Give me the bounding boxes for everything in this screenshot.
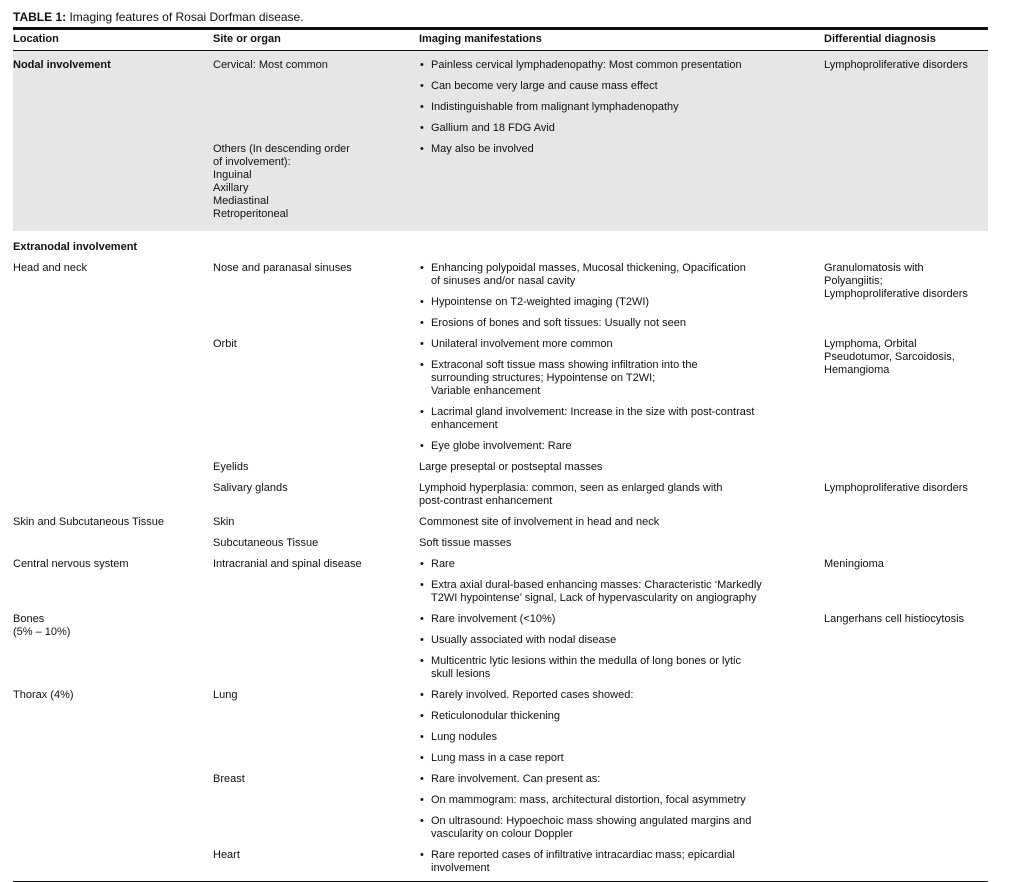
manifestations-cell [419, 689, 824, 773]
manifestation-item: • Lacrimal gland involvement: Increase in the size with post-contrast enhancement [419, 406, 824, 432]
site-cell: Subcutaneous Tissue [213, 537, 319, 549]
manifestation-item: • Usually associated with nodal disease [419, 634, 824, 647]
imaging-features-table [13, 27, 988, 882]
differential-cell [824, 516, 988, 537]
table-row [13, 537, 988, 558]
table-row [13, 849, 988, 882]
manifestation-item: • Rare involvement. Can present as: [419, 773, 824, 786]
table-row [13, 338, 988, 461]
header-site: Site or organ [213, 33, 281, 45]
location-cell [13, 537, 213, 558]
differential-cell: Meningioma [824, 558, 884, 570]
table-row [13, 461, 988, 482]
header-manifestations: Imaging manifestations [419, 33, 542, 45]
location-cell [13, 461, 213, 482]
manifestation-item: • On ultrasound: Hypoechoic mass showing angulated margins and vascularity on colour Doppler [419, 815, 824, 841]
manifestations-cell: Lymphoid hyperplasia: common, seen as enlarged glands with post-contrast enhancement [419, 482, 723, 507]
manifestation-item: • Multicentric lytic lesions within the medulla of long bones or lytic skull lesions [419, 655, 824, 681]
location-cell [13, 849, 213, 882]
caption-text: Imaging features of Rosai Dorfman disease. [66, 10, 304, 24]
site-cell: Eyelids [213, 461, 249, 473]
differential-cell: Lymphoma, Orbital Pseudotumor, Sarcoidosis, Hemangioma [824, 338, 955, 376]
location-cell: Central nervous system [13, 558, 129, 570]
manifestations-list [419, 849, 824, 875]
manifestations-cell [419, 849, 824, 882]
manifestations-cell [419, 262, 824, 338]
site-cell [213, 613, 419, 689]
location-cell [13, 143, 213, 231]
manifestations-list [419, 773, 824, 841]
caption-label: TABLE 1: [13, 10, 67, 24]
manifestation-item: • Eye globe involvement: Rare [419, 440, 824, 453]
manifestations-list [419, 689, 824, 765]
site-cell: Cervical: Most common [213, 51, 419, 144]
manifestation-item: • Unilateral involvement more common [419, 338, 824, 351]
table-row [13, 516, 988, 537]
differential-cell [824, 461, 988, 482]
location-cell: Extranodal involvement [13, 241, 138, 253]
location-cell: Head and neck [13, 262, 87, 274]
manifestation-item: • Painless cervical lymphadenopathy: Most common presentation [419, 59, 824, 72]
differential-cell: Langerhans cell histiocytosis [824, 613, 965, 625]
manifestations-cell: Soft tissue masses [419, 537, 512, 549]
location-cell [13, 338, 213, 461]
manifestations-cell [419, 338, 824, 461]
table-caption [13, 9, 988, 25]
manifestation-item: • Rare reported cases of infiltrative intracardiac mass; epicardial involvement [419, 849, 824, 875]
location-cell [13, 773, 213, 849]
table-row [13, 482, 988, 516]
manifestations-list [419, 143, 824, 156]
differential-cell [824, 849, 988, 882]
table-row [13, 231, 988, 262]
manifestation-item: • Enhancing polypoidal masses, Mucosal thickening, Opacification of sinuses and/or nasal cavity [419, 262, 824, 288]
manifestation-item: • Rare involvement (<10%) [419, 613, 824, 626]
manifestation-item: • Indistinguishable from malignant lymphadenopathy [419, 101, 824, 114]
manifestation-item: • Extraconal soft tissue mass showing infiltration into the surrounding structures; Hypointense on T2WI; Variable enhancement [419, 359, 824, 398]
site-cell: Breast [213, 773, 245, 785]
location-cell: Bones (5% – 10%) [13, 613, 71, 638]
manifestations-list [419, 59, 824, 135]
manifestations-list [419, 338, 824, 453]
site-cell: Others (In descending order of involvement): Inguinal Axillary Mediastinal Retroperitoneal [213, 143, 419, 231]
manifestations-cell: Large preseptal or postseptal masses [419, 461, 603, 473]
differential-cell [824, 689, 988, 773]
table-row [13, 558, 988, 613]
manifestation-item: • Rarely involved. Reported cases showed: [419, 689, 824, 702]
table-row [13, 613, 988, 689]
differential-cell: Lymphoproliferative disorders [824, 51, 988, 144]
header-row [13, 29, 988, 51]
manifestations-list [419, 613, 824, 681]
differential-cell: Lymphoproliferative disorders [824, 482, 968, 494]
table-body [13, 51, 988, 882]
location-cell: Skin and Subcutaneous Tissue [13, 516, 165, 528]
site-cell: Skin [213, 516, 235, 528]
location-cell: Thorax (4%) [13, 689, 74, 701]
manifestations-cell: Commonest site of involvement in head and neck [419, 516, 660, 528]
site-cell: Heart [213, 849, 240, 861]
table-row [13, 689, 988, 773]
manifestation-item: • Lung mass in a case report [419, 752, 824, 765]
manifestation-item: • Can become very large and cause mass effect [419, 80, 824, 93]
manifestations-cell [419, 51, 824, 144]
manifestations-cell [419, 613, 824, 689]
manifestation-item: • Extra axial dural-based enhancing masses: Characteristic ‘Markedly T2WI hypointense’ signal, Lack of hypervascularity on angiography [419, 579, 824, 605]
manifestations-list [419, 558, 824, 605]
differential-cell [824, 773, 988, 849]
site-cell: Orbit [213, 338, 237, 350]
manifestations-list [419, 262, 824, 330]
manifestations-cell [419, 773, 824, 849]
table-row [13, 143, 988, 231]
location-cell: Nodal involvement [13, 51, 213, 144]
site-cell: Salivary glands [213, 482, 288, 494]
manifestation-item: • Lung nodules [419, 731, 824, 744]
site-cell: Intracranial and spinal disease [213, 558, 362, 570]
manifestations-cell [419, 231, 824, 262]
site-cell: Lung [213, 689, 238, 701]
manifestation-item: • On mammogram: mass, architectural distortion, focal asymmetry [419, 794, 824, 807]
differential-cell: Granulomatosis with Polyangiitis; Lymphoproliferative disorders [824, 262, 968, 300]
manifestation-item: • Rare [419, 558, 824, 571]
site-cell [213, 231, 419, 262]
table-container [13, 9, 988, 882]
manifestations-cell [419, 143, 824, 231]
table-row [13, 773, 988, 849]
differential-cell [824, 537, 988, 558]
manifestation-item: • Hypointense on T2-weighted imaging (T2WI) [419, 296, 824, 309]
site-cell: Nose and paranasal sinuses [213, 262, 352, 274]
header-location: Location [13, 33, 59, 45]
manifestations-cell [419, 558, 824, 613]
table-row [13, 51, 988, 144]
manifestation-item: • Reticulonodular thickening [419, 710, 824, 723]
differential-cell [824, 143, 988, 231]
manifestation-item: • May also be involved [419, 143, 824, 156]
header-differential: Differential diagnosis [824, 33, 936, 45]
manifestation-item: • Erosions of bones and soft tissues: Usually not seen [419, 317, 824, 330]
manifestation-item: • Gallium and 18 FDG Avid [419, 122, 824, 135]
table-row [13, 262, 988, 338]
differential-cell [824, 231, 988, 262]
location-cell [13, 482, 213, 516]
